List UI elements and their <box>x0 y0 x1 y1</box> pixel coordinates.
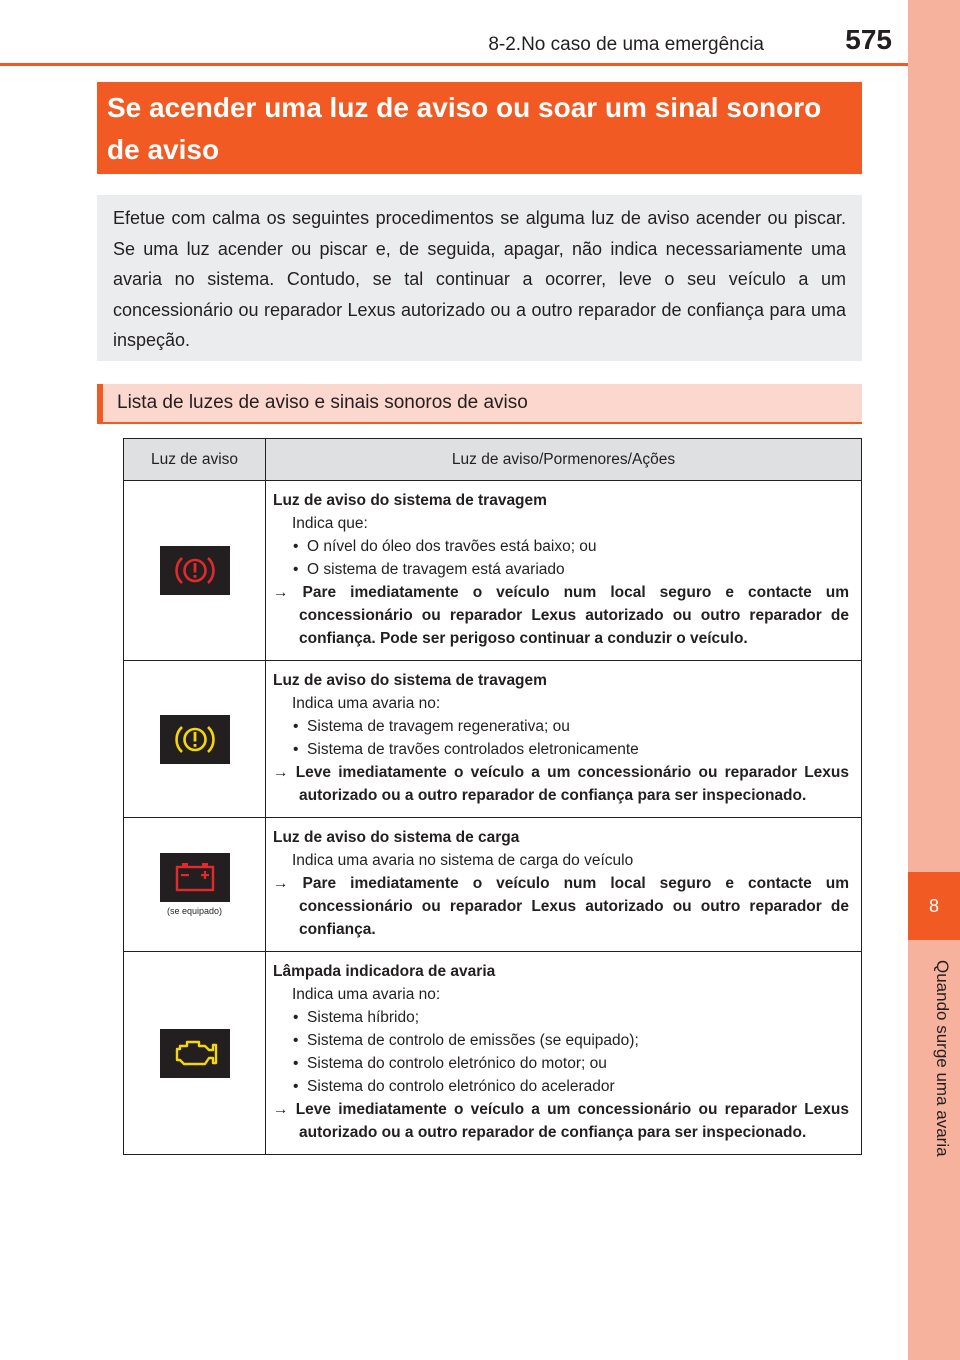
light-name: Luz de aviso do sistema de carga <box>273 829 520 846</box>
warning-light-cell <box>124 952 266 1155</box>
page-number: 575 <box>845 24 892 55</box>
battery-icon <box>160 853 230 902</box>
action-text: → Leve imediatamente o veículo a um concessionário ou reparador Lexus autorizado ou a outro reparador de confiança para ser inspecionado. <box>273 764 849 804</box>
light-name: Luz de aviso do sistema de travagem <box>273 492 547 509</box>
table-header-row <box>124 439 862 481</box>
chapter-title: Quando surge uma avaria <box>933 960 952 1157</box>
light-name: Lâmpada indicadora de avaria <box>273 963 496 980</box>
meaning-bullet: • Sistema de travagem regenerativa; ou <box>293 718 570 735</box>
meaning-bullet: • Sistema do controlo eletrónico do motor; ou <box>293 1055 607 1072</box>
light-meaning: Indica uma avaria no sistema de carga do veículo <box>292 852 634 869</box>
meaning-bullet: • Sistema híbrido; <box>293 1009 420 1026</box>
table-row <box>124 818 862 952</box>
brake-warning-red-icon <box>160 546 230 595</box>
table-row <box>124 481 862 661</box>
arrow-icon: → <box>273 764 296 781</box>
warning-light-cell <box>124 481 266 661</box>
arrow-icon: → <box>273 1101 296 1118</box>
meaning-bullet: • Sistema de travões controlados eletronicamente <box>293 741 639 758</box>
light-name: Luz de aviso do sistema de travagem <box>273 672 547 689</box>
engine-icon <box>160 1029 230 1078</box>
meaning-bullet: • O nível do óleo dos travões está baixo; ou <box>293 538 597 555</box>
details-cell <box>266 481 862 661</box>
chapter-number: 8 <box>908 872 960 940</box>
action-text: → Pare imediatamente o veículo num local seguro e contacte um concessionário ou reparador Lexus autorizado ou outro reparador de confiança. Pode ser perigoso continuar a conduzir o veículo. <box>273 584 849 647</box>
subheading: Lista de luzes de aviso e sinais sonoros de aviso <box>97 384 862 424</box>
arrow-icon: → <box>273 875 303 892</box>
warning-light-cell <box>124 818 266 952</box>
light-meaning: Indica que: <box>292 515 368 532</box>
column-header-details: Luz de aviso/Pormenores/Ações <box>266 439 862 481</box>
action-text: → Pare imediatamente o veículo num local seguro e contacte um concessionário ou reparador Lexus autorizado ou outro reparador de confiança. <box>273 875 849 938</box>
section-heading: 8-2.No caso de uma emergência <box>488 34 764 55</box>
meaning-bullet: • Sistema do controlo eletrónico do acelerador <box>293 1078 615 1095</box>
page-title: Se acender uma luz de aviso ou soar um sinal sonoro de aviso <box>97 82 862 174</box>
warning-lights-table <box>123 438 862 1155</box>
meaning-bullet: • O sistema de travagem está avariado <box>293 561 565 578</box>
equipment-note: (se equipado) <box>166 906 223 916</box>
light-meaning: Indica uma avaria no: <box>292 986 441 1003</box>
warning-light-cell <box>124 661 266 818</box>
column-header-light: Luz de aviso <box>124 439 266 481</box>
header-rule <box>0 63 908 66</box>
intro-text: Efetue com calma os seguintes procedimentos se alguma luz de aviso acender ou piscar. Se uma luz acender ou piscar e, de seguida, apagar, não indica necessariamente uma avaria no sistema. Contudo, se tal continuar a ocorrer, leve o seu veículo a um concessionário ou reparador Lexus autorizado ou a outro reparador de confiança para uma inspeção. <box>97 195 862 361</box>
action-text: → Leve imediatamente o veículo a um concessionário ou reparador Lexus autorizado ou a outro reparador de confiança para ser inspecionado. <box>273 1101 849 1141</box>
arrow-icon: → <box>273 584 303 601</box>
meaning-bullet: • Sistema de controlo de emissões (se equipado); <box>293 1032 639 1049</box>
details-cell <box>266 661 862 818</box>
table-body <box>124 481 862 1155</box>
details-cell <box>266 818 862 952</box>
table-row <box>124 661 862 818</box>
table-row <box>124 952 862 1155</box>
details-cell <box>266 952 862 1155</box>
light-meaning: Indica uma avaria no: <box>292 695 441 712</box>
brake-warning-amber-icon <box>160 715 230 764</box>
